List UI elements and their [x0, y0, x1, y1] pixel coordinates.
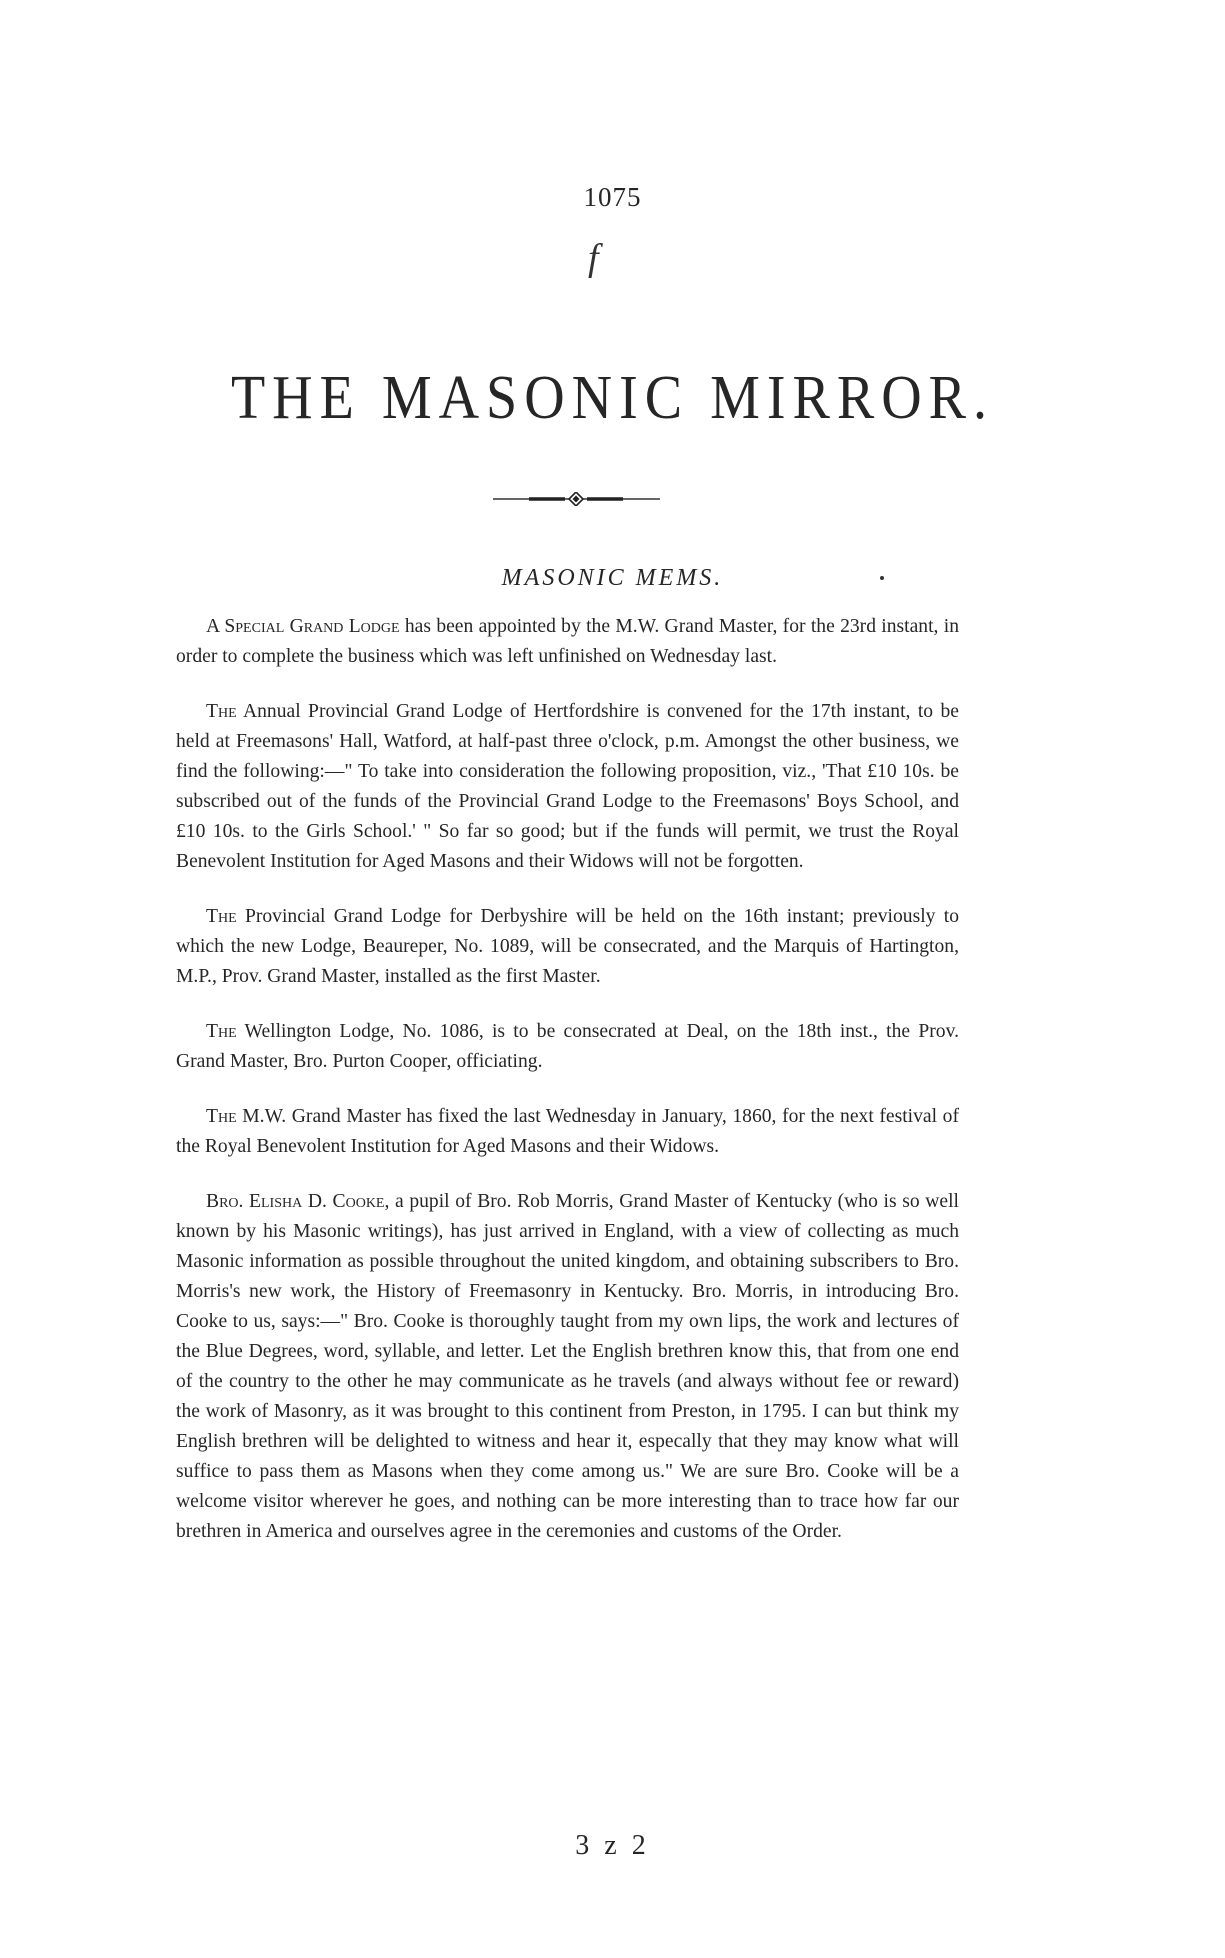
margin-mark: f [588, 237, 599, 279]
paragraph-derbyshire [176, 902, 959, 992]
paragraph-text: Provincial Grand Lodge for Derbyshire will be held on the 16th instant; previously to which the new Lodge, Beaureper, No. 1089, will be consecrated, and the Marquis of Hartington, M.P., Prov. Grand Master, installed as the first Master. [176, 906, 959, 987]
paragraph-lead: A Special Grand Lodge [206, 616, 400, 637]
article-body [176, 612, 959, 1572]
paragraph-text: M.W. Grand Master has fixed the last Wednesday in January, 1860, for the next festival of the Royal Benevolent Institution for Aged Masons and their Widows. [176, 1106, 959, 1157]
page-number: 1075 [583, 182, 642, 212]
printer-dot [880, 576, 884, 580]
paragraph-wellington-lodge [176, 1017, 959, 1077]
section-heading: MASONIC MEMS. [501, 565, 724, 591]
ornament-rule-icon [493, 492, 660, 506]
paragraph-text: Wellington Lodge, No. 1086, is to be consecrated at Deal, on the 18th inst., the Prov. Grand Master, Bro. Purton Cooper, officiating. [176, 1021, 959, 1072]
paragraph-lead: The [206, 701, 237, 722]
paragraph-elisha-cooke [176, 1187, 959, 1547]
paragraph-lead: The [206, 906, 237, 927]
paragraph-festival [176, 1102, 959, 1162]
paragraph-hertfordshire [176, 697, 959, 877]
signature-mark: 3 z 2 [575, 1830, 650, 1861]
paragraph-lead: The [206, 1106, 237, 1127]
paragraph-text: Annual Provincial Grand Lodge of Hertfordshire is convened for the 17th instant, to be held at Freemasons' Hall, Watford, at half-past three o'clock, p.m. Amongst the other business, we find the following:—" To take into consideration the following proposition, viz., 'That £10 10s. be subscribed out of the funds of the Provincial Grand Lodge to the Freemasons' Boys School, and £10 10s. to the Girls School.' " So far so good; but if the funds will permit, we trust the Royal Benevolent Institution for Aged Masons and their Widows will not be forgotten. [176, 701, 959, 872]
paragraph-lead: The [206, 1021, 237, 1042]
page-title: THE MASONIC MIRROR. [230, 363, 995, 433]
paragraph-text: has been appointed by the M.W. Grand Master, for the 23rd instant, in order to complete the business which was left unfinished on Wednesday last. [176, 616, 959, 667]
paragraph-lead: Bro. Elisha D. Cooke, [206, 1191, 390, 1212]
paragraph-text: a pupil of Bro. Rob Morris, Grand Master of Kentucky (who is so well known by his Masonic writings), has just arrived in England, with a view of collecting as much Masonic information as possible throughout the united kingdom, and obtaining subscribers to Bro. Morris's new work, the History of Freemasonry in Kentucky. Bro. Morris, in introducing Bro. Cooke to us, says:—" Bro. Cooke is thoroughly taught from my own lips, the work and lectures of the Blue Degrees, word, syllable, and letter. Let the English brethren know this, that from one end of the country to the other he may communicate as he travels (and always without fee or reward) the work of Masonry, as it was brought to this continent from Preston, in 1795. I can but think my English brethren will be delighted to witness and hear it, especally that they may know what will suffice to pass them as Masons when they come among us." We are sure Bro. Cooke will be a welcome visitor wherever he goes, and nothing can be more interesting than to trace how far our brethren in America and ourselves agree in the ceremonies and customs of the Order. [176, 1191, 959, 1542]
paragraph-special-grand-lodge [176, 612, 959, 672]
